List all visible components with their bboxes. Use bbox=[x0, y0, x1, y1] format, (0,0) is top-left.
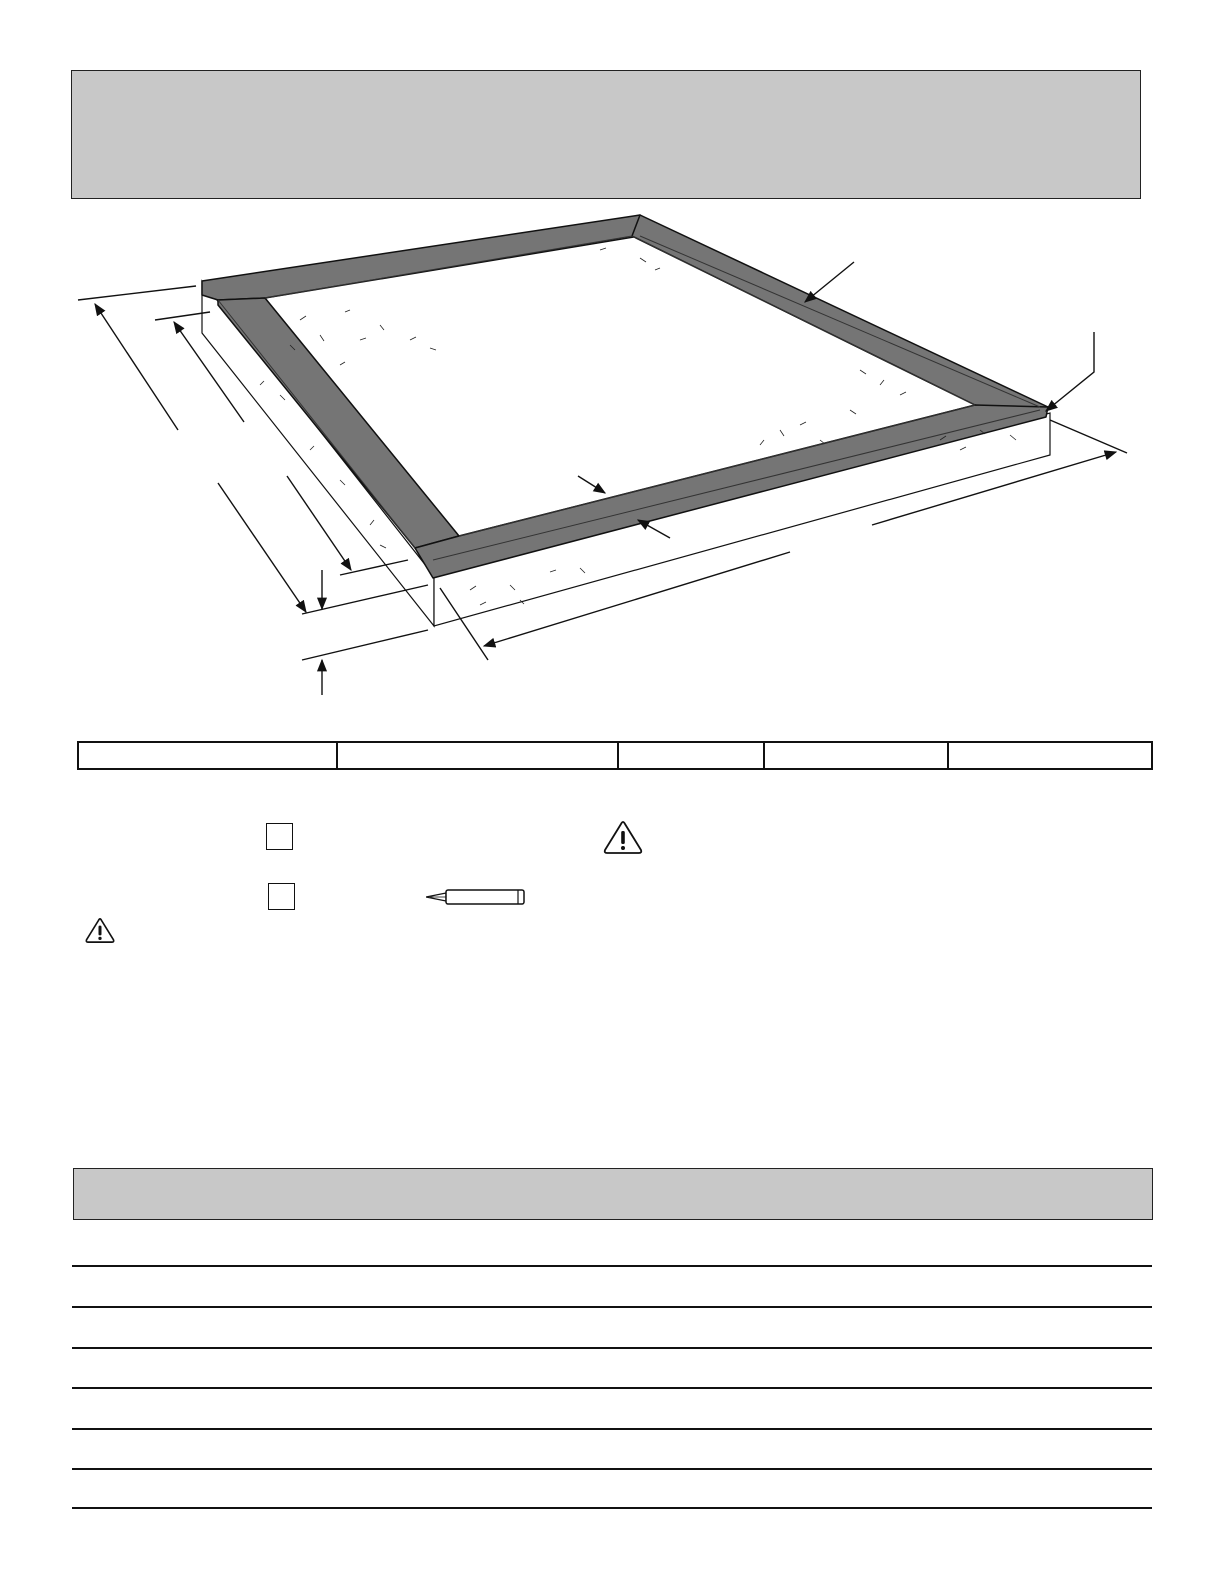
rule-line bbox=[72, 1265, 1152, 1267]
rule-line bbox=[72, 1347, 1152, 1349]
table-cell bbox=[618, 742, 764, 769]
dimension-table bbox=[77, 741, 1153, 770]
foundation-diagram bbox=[0, 200, 1225, 720]
rule-line bbox=[72, 1387, 1152, 1389]
parts-section-banner bbox=[73, 1168, 1153, 1220]
checklist-checkbox[interactable] bbox=[266, 823, 293, 850]
rule-line bbox=[72, 1428, 1152, 1430]
table-cell bbox=[764, 742, 948, 769]
table-cell bbox=[948, 742, 1152, 769]
pencil-icon bbox=[426, 886, 526, 908]
rule-line bbox=[72, 1468, 1152, 1470]
table-cell bbox=[337, 742, 618, 769]
rule-line bbox=[72, 1507, 1152, 1509]
rule-line bbox=[72, 1306, 1152, 1308]
table-cell bbox=[78, 742, 337, 769]
warning-triangle-icon bbox=[603, 820, 643, 855]
table-row bbox=[78, 742, 1152, 769]
top-banner bbox=[71, 70, 1141, 199]
checklist-checkbox[interactable] bbox=[268, 883, 295, 910]
warning-triangle-icon bbox=[85, 917, 115, 944]
